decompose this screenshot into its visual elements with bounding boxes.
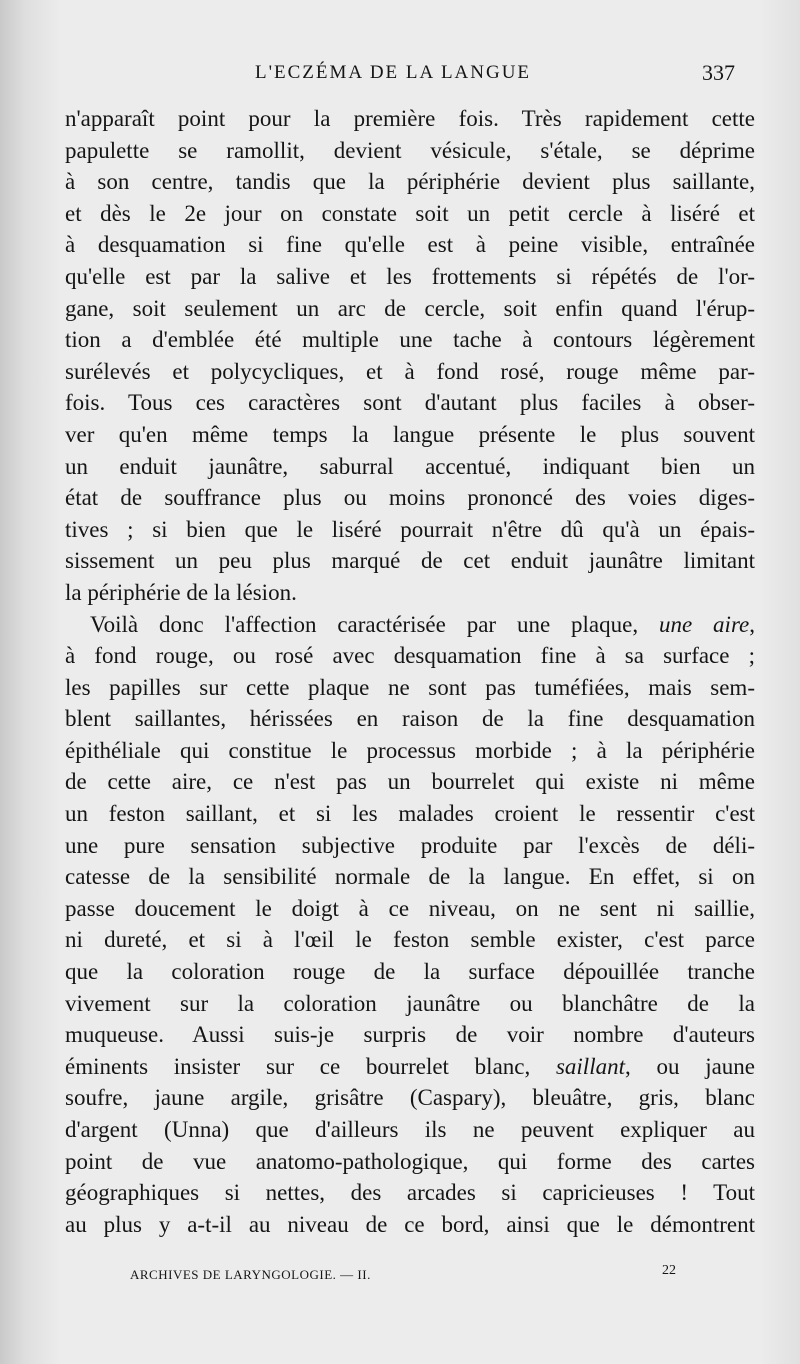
text-line: épithéliale qui constitue le processus morbide ; à la périphérie [65,737,755,763]
text-line: papulette se ramollit, devient vésicule, s'étale, se déprime [65,137,755,163]
text-line: les papilles sur cette plaque ne sont pas tuméfiées, mais sem- [65,674,755,700]
text-line: tives ; si bien que le liséré pourrait n'être dû qu'à un épais- [65,516,755,542]
text-line: n'apparaît point pour la première fois. Très rapidement cette [65,106,755,131]
text-line: point de vue anatomo-pathologique, qui forme des cartes [65,1148,755,1174]
text-line: géographiques si nettes, des arcades si capricieuses ! Tout [65,1180,755,1206]
text-line: tion a d'emblée été multiple une tache à contours légèrement [65,327,755,353]
body-text [65,103,755,1240]
text-line: soufre, jaune argile, grisâtre (Caspary), bleuâtre, gris, blanc [65,1085,755,1111]
text-line: la périphérie de la lésion. [65,579,297,605]
page-header [0,58,800,90]
text-line: sissement un peu plus marqué de cet enduit jaunâtre limitant [65,548,755,574]
text-segment: , ou jaune [624,1053,755,1079]
text-line: passe doucement le doigt à ce niveau, on ne sent ni saillie, [65,895,755,921]
text-line: un enduit jaunâtre, saburral accentué, indiquant bien un [65,453,755,479]
text-line: surélevés et polycycliques, et à fond rosé, rouge même par- [65,358,755,384]
text-line: catesse de la sensibilité normale de la langue. En effet, si on [65,864,755,890]
text-line: fois. Tous ces caractères sont d'autant plus faciles à obser- [65,390,755,416]
text-line: d'argent (Unna) que d'ailleurs ils ne peuvent expliquer au [65,1117,755,1142]
text-line: ver qu'en même temps la langue présente le plus souvent [65,421,755,447]
running-title: L'ECZÉMA DE LA LANGUE [255,62,532,83]
text-line: à desquamation si fine qu'elle est à peine visible, entraînée [65,232,755,258]
text-line: au plus y a-t-il au niveau de ce bord, ainsi que le démontrent [65,1211,755,1237]
text-line: à son centre, tandis que la périphérie devient plus saillante, [65,169,755,195]
text-line [65,1051,755,1083]
text-line: un feston saillant, et si les malades croient le ressentir c'est [65,801,755,827]
text-line [65,609,755,641]
italic-term: saillant [555,1053,625,1079]
journal-footer: ARCHIVES DE LARYNGOLOGIE. — II. [130,1267,371,1282]
text-segment: éminents insister sur ce bourrelet blanc, [65,1053,556,1079]
italic-term: une aire [658,611,750,637]
page-number: 337 [702,60,735,85]
text-line: que la coloration rouge de la surface dépouillée tranche [65,959,755,985]
page-footer [0,1263,800,1293]
text-line: à fond rouge, ou rosé avec desquamation fine à sa surface ; [65,643,755,669]
text-line: gane, soit seulement un arc de cercle, soit enfin quand l'érup- [65,295,755,321]
text-line: muqueuse. Aussi suis-je surpris de voir nombre d'auteurs [65,1022,755,1048]
text-line: état de souffrance plus ou moins prononcé des voies diges- [65,485,755,511]
text-line: de cette aire, ce n'est pas un bourrelet qui existe ni même [65,769,755,795]
text-line: vivement sur la coloration jaunâtre ou blanchâtre de la [65,990,755,1016]
text-line: ni dureté, et si à l'œil le feston semble exister, c'est parce [65,927,755,953]
text-segment: , [749,611,755,637]
text-line: blent saillantes, hérissées en raison de la fine desquamation [65,706,755,732]
text-line: qu'elle est par la salive et les frottements si répétés de l'or- [65,263,755,289]
text-line: et dès le 2e jour on constate soit un petit cercle à liséré et [65,200,755,226]
text-line: une pure sensation subjective produite par l'excès de déli- [65,832,755,858]
text-segment: Voilà donc l'affection caractérisée par une plaque, [90,611,659,637]
signature-mark: 22 [662,1263,676,1278]
